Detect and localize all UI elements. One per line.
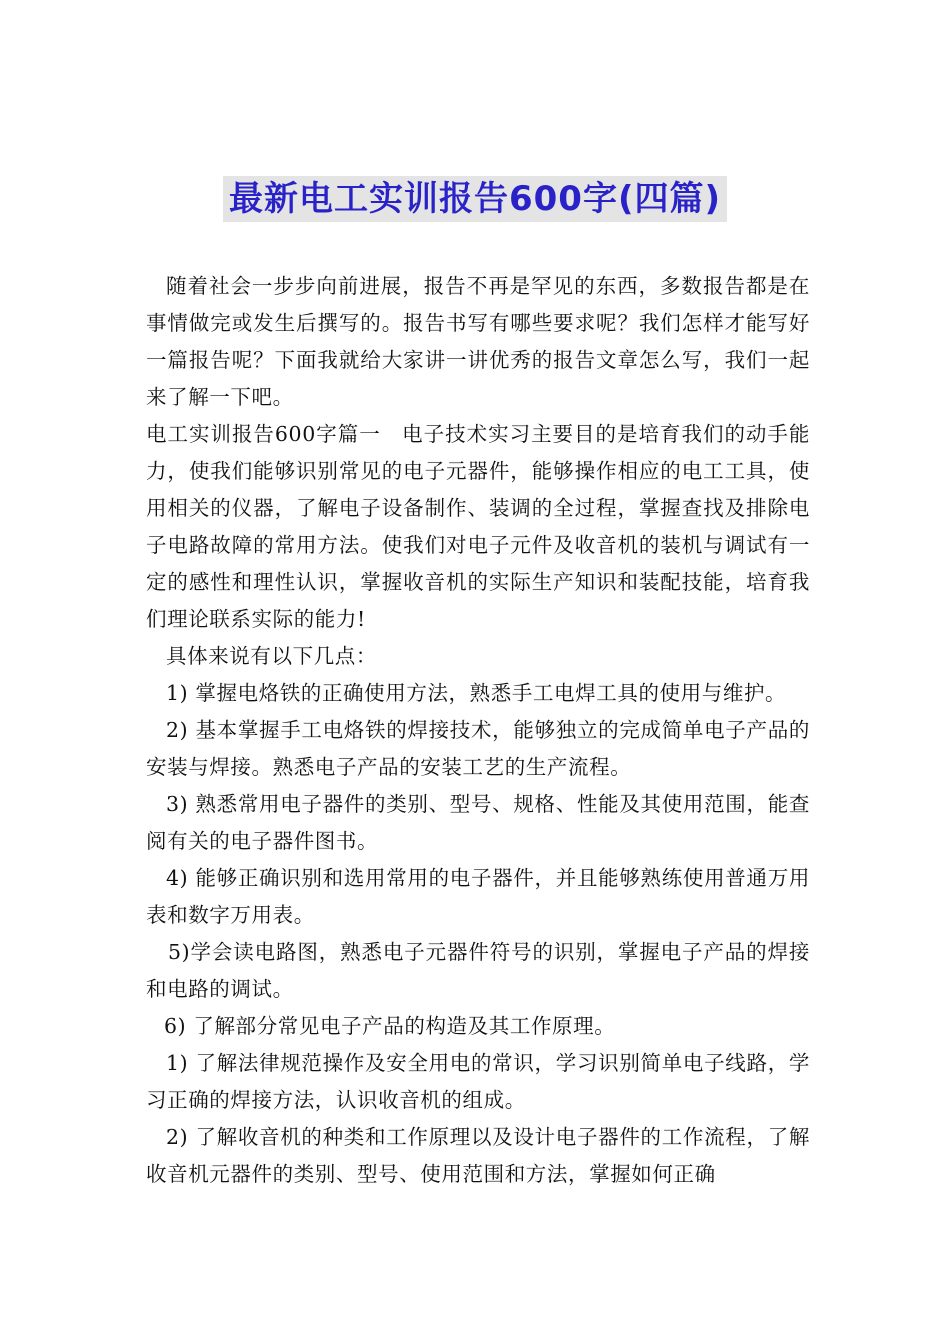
- paragraph-point-1: 1) 掌握电烙铁的正确使用方法，熟悉手工电焊工具的使用与维护。: [166, 681, 787, 705]
- paragraph-sub-point-2: 2) 了解收音机的种类和工作原理以及设计电子器件的工作流程，了解收音机元器件的类别、型号、使用范围和方法，掌握如何正确: [146, 1125, 810, 1186]
- paragraph-point-5: 5)学会读电路图，熟悉电子元器件符号的识别，掌握电子产品的焊接和电路的调试。: [146, 940, 810, 1001]
- paragraph-points-heading: 具体来说有以下几点：: [166, 644, 377, 668]
- paragraph-point-2: 2) 基本掌握手工电烙铁的焊接技术，能够独立的完成简单电子产品的安装与焊接。熟悉电子产品的安装工艺的生产流程。: [146, 718, 810, 779]
- paragraph-point-3: 3) 熟悉常用电子器件的类别、型号、规格、性能及其使用范围，能查阅有关的电子器件图书。: [146, 792, 810, 853]
- paragraph-point-4: 4) 能够正确识别和选用常用的电子器件，并且能够熟练使用普通万用表和数字万用表。: [146, 866, 810, 927]
- document-body: [146, 268, 810, 1193]
- paragraph-section-one: 电工实训报告600字篇一 电子技术实习主要目的是培育我们的动手能力，使我们能够识别常见的电子元器件，能够操作相应的电工工具，使用相关的仪器，了解电子设备制作、装调的全过程，掌握查找及排除电子电路故障的常用方法。使我们对电子元件及收音机的装机与调试有一定的感性和理性认识，掌握收音机的实际生产知识和装配技能，培育我们理论联系实际的能力!: [146, 422, 810, 631]
- title-container: [0, 176, 950, 222]
- paragraph-sub-point-1: 1) 了解法律规范操作及安全用电的常识，学习识别简单电子线路，学习正确的焊接方法，认识收音机的组成。: [146, 1051, 810, 1112]
- paragraph-intro: 随着社会一步步向前进展，报告不再是罕见的东西，多数报告都是在事情做完或发生后撰写的。报告书写有哪些要求呢？我们怎样才能写好一篇报告呢？下面我就给大家讲一讲优秀的报告文章怎么写，我们一起来了解一下吧。: [146, 274, 810, 409]
- document-title: 最新电工实训报告600字(四篇): [223, 176, 727, 222]
- paragraph-point-6: 6) 了解部分常见电子产品的构造及其工作原理。: [164, 1014, 616, 1038]
